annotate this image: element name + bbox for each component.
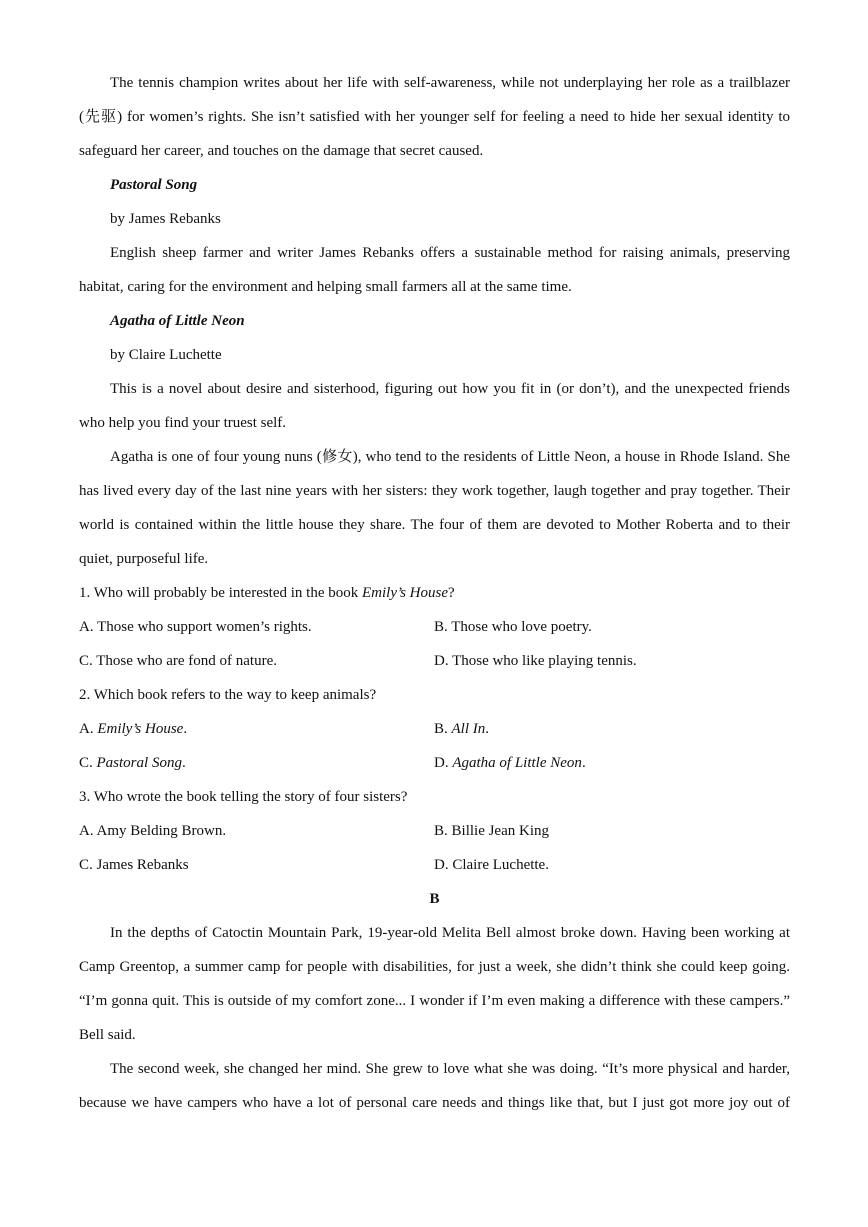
options-row <box>79 644 790 678</box>
paragraph-line: In the depths of Catoctin Mountain Park, 19-year-old Melita Bell almost broke down. Having been working at <box>110 925 790 941</box>
option-punct: . <box>183 721 188 737</box>
paragraph-line: The second week, she changed her mind. She grew to love what she was doing. “It’s more physical and harder, <box>110 1061 790 1077</box>
question-stem: 2. Which book refers to the way to keep animals? <box>79 687 377 703</box>
question-stem <box>79 576 790 610</box>
book-title: Pastoral Song <box>110 177 198 193</box>
book-author: by Claire Luchette <box>110 347 222 363</box>
option-b[interactable] <box>434 712 790 746</box>
option-label: A. <box>79 823 97 839</box>
option-text: Those who love poetry. <box>451 619 592 635</box>
option-c[interactable] <box>79 644 434 678</box>
paragraph-line: Bell said. <box>79 1027 136 1043</box>
document-page <box>79 66 790 1120</box>
paragraph-line: “I’m gonna quit. This is outside of my comfort zone... I wonder if I’m even making a difference with these campers.” <box>79 993 790 1009</box>
question <box>79 576 790 678</box>
option-b[interactable] <box>434 814 790 848</box>
question-stem: 3. Who wrote the book telling the story of four sisters? <box>79 789 408 805</box>
paragraph-line: safeguard her career, and touches on the damage that secret caused. <box>79 143 484 159</box>
option-d[interactable] <box>434 644 790 678</box>
option-text: Those who like playing tennis. <box>452 653 637 669</box>
option-text: Claire Luchette. <box>452 857 549 873</box>
option-label: D. <box>434 653 453 669</box>
option-a[interactable] <box>79 610 434 644</box>
option-label: D. <box>434 857 453 873</box>
options-row <box>79 610 790 644</box>
option-a[interactable] <box>79 712 434 746</box>
paragraph-line: (先驱) for women’s rights. She isn’t satisfied with her younger self for feeling a need to hide her sexual identity to <box>79 109 790 125</box>
section-heading: B <box>429 891 440 907</box>
paragraph-line: world is contained within the little house they share. The four of them are devoted to Mother Roberta and to their <box>79 517 790 533</box>
options-row <box>79 746 790 780</box>
option-text: Those who support women’s rights. <box>97 619 312 635</box>
option-d[interactable] <box>434 746 790 780</box>
paragraph-line: quiet, purposeful life. <box>79 551 209 567</box>
paragraph-line: has lived every day of the last nine years with her sisters: they work together, laugh together and pray together. Their <box>79 483 790 499</box>
option-punct: . <box>485 721 490 737</box>
option-punct: . <box>181 755 186 771</box>
paragraph-line: because we have campers who have a lot of personal care needs and things like that, but I just got more joy out of <box>79 1095 790 1111</box>
option-b[interactable] <box>434 610 790 644</box>
option-label: D. <box>434 755 453 771</box>
book-entry <box>79 304 790 576</box>
option-text: Billie Jean King <box>451 823 550 839</box>
question-text: 1. Who will probably be interested in the book <box>79 585 363 601</box>
option-text: James Rebanks <box>96 857 189 873</box>
option-label: B. <box>434 619 452 635</box>
paragraph-line: who help you find your truest self. <box>79 415 287 431</box>
question-book-title: Emily’s House <box>362 585 448 601</box>
option-a[interactable] <box>79 814 434 848</box>
paragraph-line: habitat, caring for the environment and helping small farmers all at the same time. <box>79 279 572 295</box>
option-c[interactable] <box>79 746 434 780</box>
options-row <box>79 814 790 848</box>
option-text: All In <box>451 721 486 737</box>
option-label: A. <box>79 721 98 737</box>
option-text: Those who are fond of nature. <box>96 653 278 669</box>
question <box>79 780 790 882</box>
option-label: C. <box>79 755 97 771</box>
options-row <box>79 712 790 746</box>
paragraph-line: English sheep farmer and writer James Rebanks offers a sustainable method for raising animals, preserving <box>110 245 790 261</box>
option-text: Emily’s House <box>97 721 184 737</box>
question <box>79 678 790 780</box>
paragraph-line: This is a novel about desire and sisterhood, figuring out how you fit in (or don’t), and the unexpected friends <box>110 381 790 397</box>
option-text: Amy Belding Brown. <box>96 823 227 839</box>
option-c[interactable] <box>79 848 434 882</box>
intro-paragraph <box>79 66 790 168</box>
option-label: A. <box>79 619 98 635</box>
paragraph-line: The tennis champion writes about her life with self-awareness, while not underplaying her role as a trailblazer <box>110 75 790 91</box>
book-title: Agatha of Little Neon <box>110 313 245 329</box>
question-punct: ? <box>447 585 455 601</box>
option-text: Pastoral Song <box>96 755 182 771</box>
paragraph-line: Agatha is one of four young nuns (修女), who tend to the residents of Little Neon, a house in Rhode Island. She <box>110 449 790 465</box>
options-row <box>79 848 790 882</box>
option-label: B. <box>434 721 452 737</box>
option-punct: . <box>581 755 586 771</box>
section-b <box>79 882 790 1120</box>
paragraph-line: Camp Greentop, a summer camp for people with disabilities, for just a week, she didn’t think she could keep going. <box>79 959 790 975</box>
option-label: C. <box>79 653 97 669</box>
option-text: Agatha of Little Neon <box>452 755 582 771</box>
book-author: by James Rebanks <box>110 211 221 227</box>
book-entry <box>79 168 790 304</box>
option-d[interactable] <box>434 848 790 882</box>
option-label: C. <box>79 857 97 873</box>
option-label: B. <box>434 823 452 839</box>
